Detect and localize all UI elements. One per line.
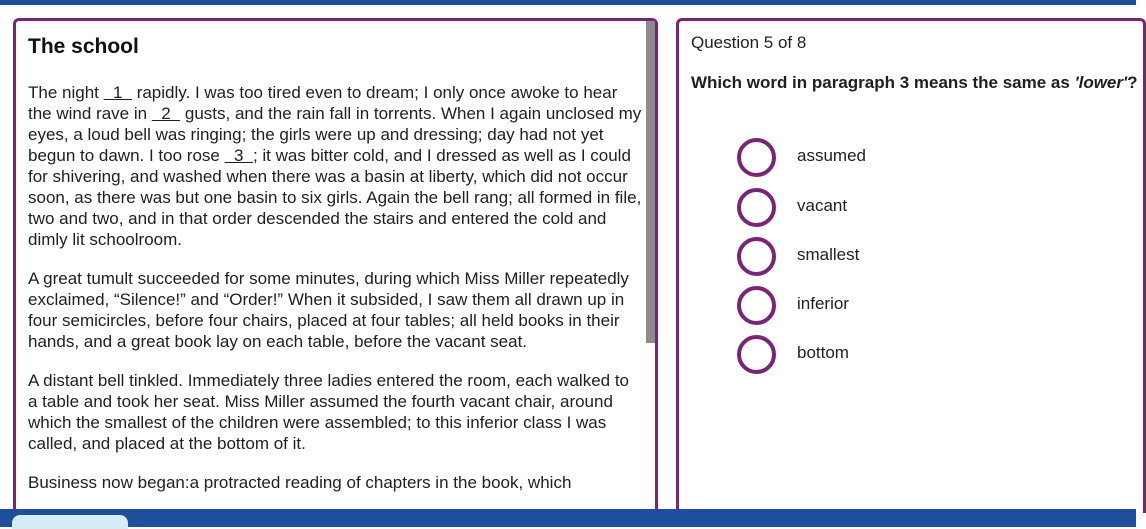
- radio-button[interactable]: [737, 188, 776, 227]
- paragraph-1-text-c: gusts, and the rain fall in torrents. When I again unclosed my eyes, a loud bell was ringing; the girls were up and dressing; day had not yet begun to dawn. I too rose: [28, 104, 642, 165]
- paragraph-1-text-d: ; it was bitter cold, and I dressed as well as I could for shivering, and washed when there was a basin at liberty, which did not occur soon, as there was but one basin to six girls. Again the bell rang; all formed in file, two and two, and in that order descended the stairs and entered the cold and dimly lit schoolroom.: [28, 146, 642, 249]
- gap-3: 3: [224, 146, 253, 165]
- passage-body: [28, 82, 643, 511]
- bottom-tab[interactable]: [12, 515, 128, 529]
- question-prompt-text: Which word in paragraph 3 means the same as: [691, 73, 1075, 92]
- answer-option-inferior[interactable]: [737, 286, 1137, 326]
- passage-title: The school: [28, 35, 139, 58]
- question-prompt: [691, 73, 1137, 93]
- question-target-word: 'lower': [1074, 73, 1128, 92]
- answer-option-label: bottom: [797, 343, 849, 362]
- answer-option-vacant[interactable]: [737, 188, 1137, 228]
- gap-1: 1: [103, 83, 132, 102]
- question-panel: [676, 18, 1146, 513]
- answer-option-label: smallest: [797, 245, 860, 264]
- paragraph-4: Business now began:a protracted reading of chapters in the book, which: [28, 473, 572, 492]
- paragraph-2: A great tumult succeeded for some minutes, during which Miss Miller repeatedly exclaimed, “Silence!” and “Order!” When it subsided, I saw them all drawn up in four semicircles, before four chairs, placed at four tables; all held books in their hands, and a great book lay on each table, before the vacant seat.: [28, 269, 629, 351]
- answer-option-smallest[interactable]: [737, 237, 1137, 277]
- answer-option-label: vacant: [797, 196, 848, 215]
- answer-option-bottom[interactable]: [737, 335, 1137, 375]
- paragraph-1: [28, 82, 643, 250]
- gap-2: 2: [151, 104, 181, 123]
- radio-button[interactable]: [737, 138, 776, 177]
- answer-option-label: inferior: [797, 294, 849, 313]
- top-bar: [0, 0, 1136, 5]
- bottom-bar: [0, 509, 1136, 527]
- radio-button[interactable]: [737, 286, 776, 325]
- paragraph-1-text-a: The night: [28, 83, 104, 102]
- passage-panel: [13, 18, 658, 513]
- question-counter: Question 5 of 8: [691, 33, 807, 52]
- paragraph-1-text-b: rapidly. I was too tired even to dream; I only once awoke to hear the wind rave in: [28, 83, 618, 123]
- answer-option-label: assumed: [797, 146, 866, 165]
- answer-option-assumed[interactable]: [737, 138, 1137, 178]
- radio-button[interactable]: [737, 335, 776, 374]
- paragraph-3: A distant bell tinkled. Immediately three ladies entered the room, each walked to a table and took her seat. Miss Miller assumed the fourth vacant chair, around which the smallest of the children were assembled; to this inferior class I was called, and placed at the bottom of it.: [28, 371, 630, 453]
- passage-scrollbar[interactable]: [646, 21, 655, 343]
- question-prompt-end: ?: [1127, 73, 1138, 92]
- radio-button[interactable]: [737, 237, 776, 276]
